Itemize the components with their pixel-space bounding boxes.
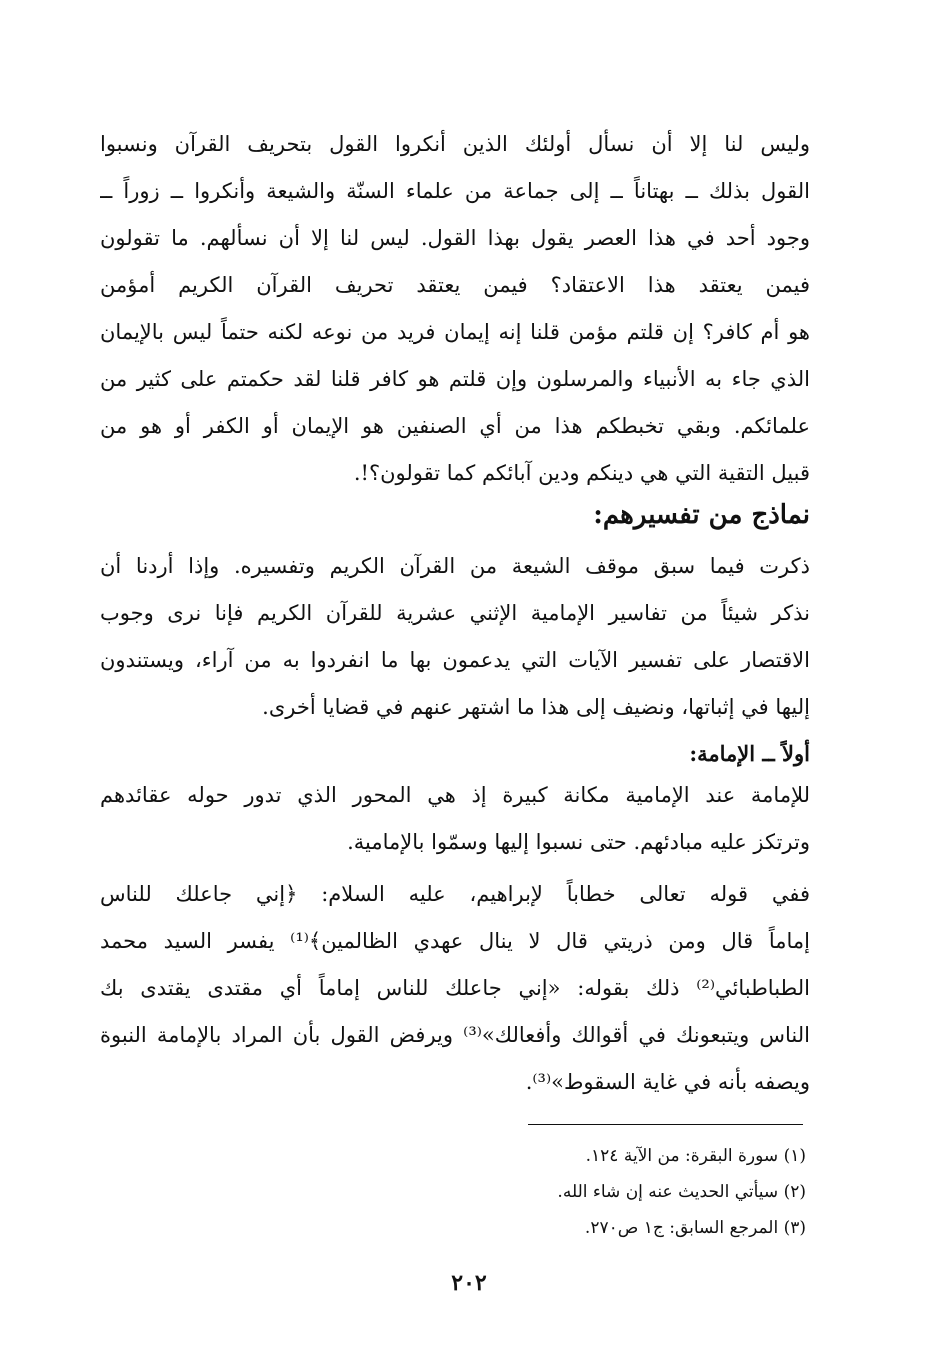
- paragraph-line: فيمن يعتقد هذا الاعتقاد؟ فيمن يعتقد تحريف القرآن الكريم أمؤمن: [100, 273, 810, 297]
- paragraph-line: إليها في إثباتها، ونضيف إلى هذا ما اشتهر عنهم في قضايا أخرى.: [262, 695, 810, 719]
- paragraph-4: [100, 871, 810, 1106]
- paragraph-line: ذكرت فيما سبق موقف الشيعة من القرآن الكريم وتفسيره. وإذا أردنا أن: [100, 554, 810, 578]
- paragraph-line: للإمامة عند الإمامية مكانة كبيرة إذ هي المحور الذي تدور حوله عقائدهم: [100, 783, 810, 807]
- paragraph-line: وترتكز عليه مبادئهم. حتى نسبوا إليها وسمّوا بالإمامية.: [347, 830, 810, 854]
- footnote: (١) سورة البقرة: من الآية ١٢٤.: [585, 1146, 806, 1166]
- paragraph-line: الاقتصار على تفسير الآيات التي يدعمون بها ما انفردوا به من آراء، ويستندون: [100, 648, 810, 672]
- paragraph-line: قبيل التقية التي هي دينكم ودين آبائكم كما تقولون؟!.: [353, 461, 810, 485]
- paragraph-line: ففي قوله تعالى خطاباً لإبراهيم، عليه السلام: ﴿إني جاعلك للناس: [100, 882, 810, 906]
- paragraph-3: [100, 772, 810, 866]
- paragraph-line: نذكر شيئاً من تفاسير الإمامية الإثني عشرية للقرآن الكريم فإنا نرى وجوب: [100, 601, 810, 625]
- paragraph-line: ويصفه بأنه في غاية السقوط»⁽³⁾.: [525, 1070, 810, 1094]
- subsection-heading: أولاً ــ الإمامة:: [689, 741, 810, 766]
- footnote-divider: [528, 1124, 803, 1125]
- paragraph-2: [100, 543, 810, 731]
- footnotes: [386, 1138, 806, 1246]
- section-heading: نماذج من تفسيرهم:: [593, 500, 810, 530]
- paragraph-1: [100, 121, 810, 497]
- paragraph-line: الطباطبائي⁽²⁾ ذلك بقوله: «إني جاعلك للناس إماماً أي مقتدى يقتدى بك: [100, 976, 810, 1000]
- footnote: (٣) المرجع السابق: ج١ ص٢٧٠.: [584, 1218, 806, 1238]
- paragraph-line: الذي جاء به الأنبياء والمرسلون وإن قلتم هو كافر قلنا لقد حكمتم على كثير من: [100, 367, 810, 391]
- paragraph-line: وليس لنا إلا أن نسأل أولئك الذين أنكروا القول بتحريف القرآن ونسبوا: [100, 132, 810, 156]
- paragraph-line: وجود أحد في هذا العصر يقول بهذا القول. ليس لنا إلا أن نسألهم. ما تقولون: [100, 226, 810, 250]
- paragraph-line: الناس ويتبعونك في أقوالك وأفعالك»⁽³⁾ ويرفض القول بأن المراد بالإمامة النبوة: [100, 1023, 810, 1047]
- paragraph-line: إماماً قال ومن ذريتي قال لا ينال عهدي الظالمين﴾⁽¹⁾ يفسر السيد محمد: [100, 929, 810, 953]
- paragraph-line: علمائكم. وبقي تخبطكم هذا من أي الصنفين هو الإيمان أو الكفر أو هو من: [100, 414, 810, 438]
- paragraph-line: هو أم كافر؟ إن قلتم مؤمن قلنا إنه إيمان فريد من نوعه لكنه حتماً ليس بالإيمان: [100, 320, 810, 344]
- page-number: ٢٠٢: [451, 1270, 487, 1296]
- paragraph-line: القول بذلك ــ بهتاناً ــ إلى جماعة من علماء السنّة والشيعة وأنكروا ــ زوراً ــ: [100, 179, 810, 203]
- footnote: (٢) سيأتي الحديث عنه إن شاء الله.: [557, 1182, 806, 1202]
